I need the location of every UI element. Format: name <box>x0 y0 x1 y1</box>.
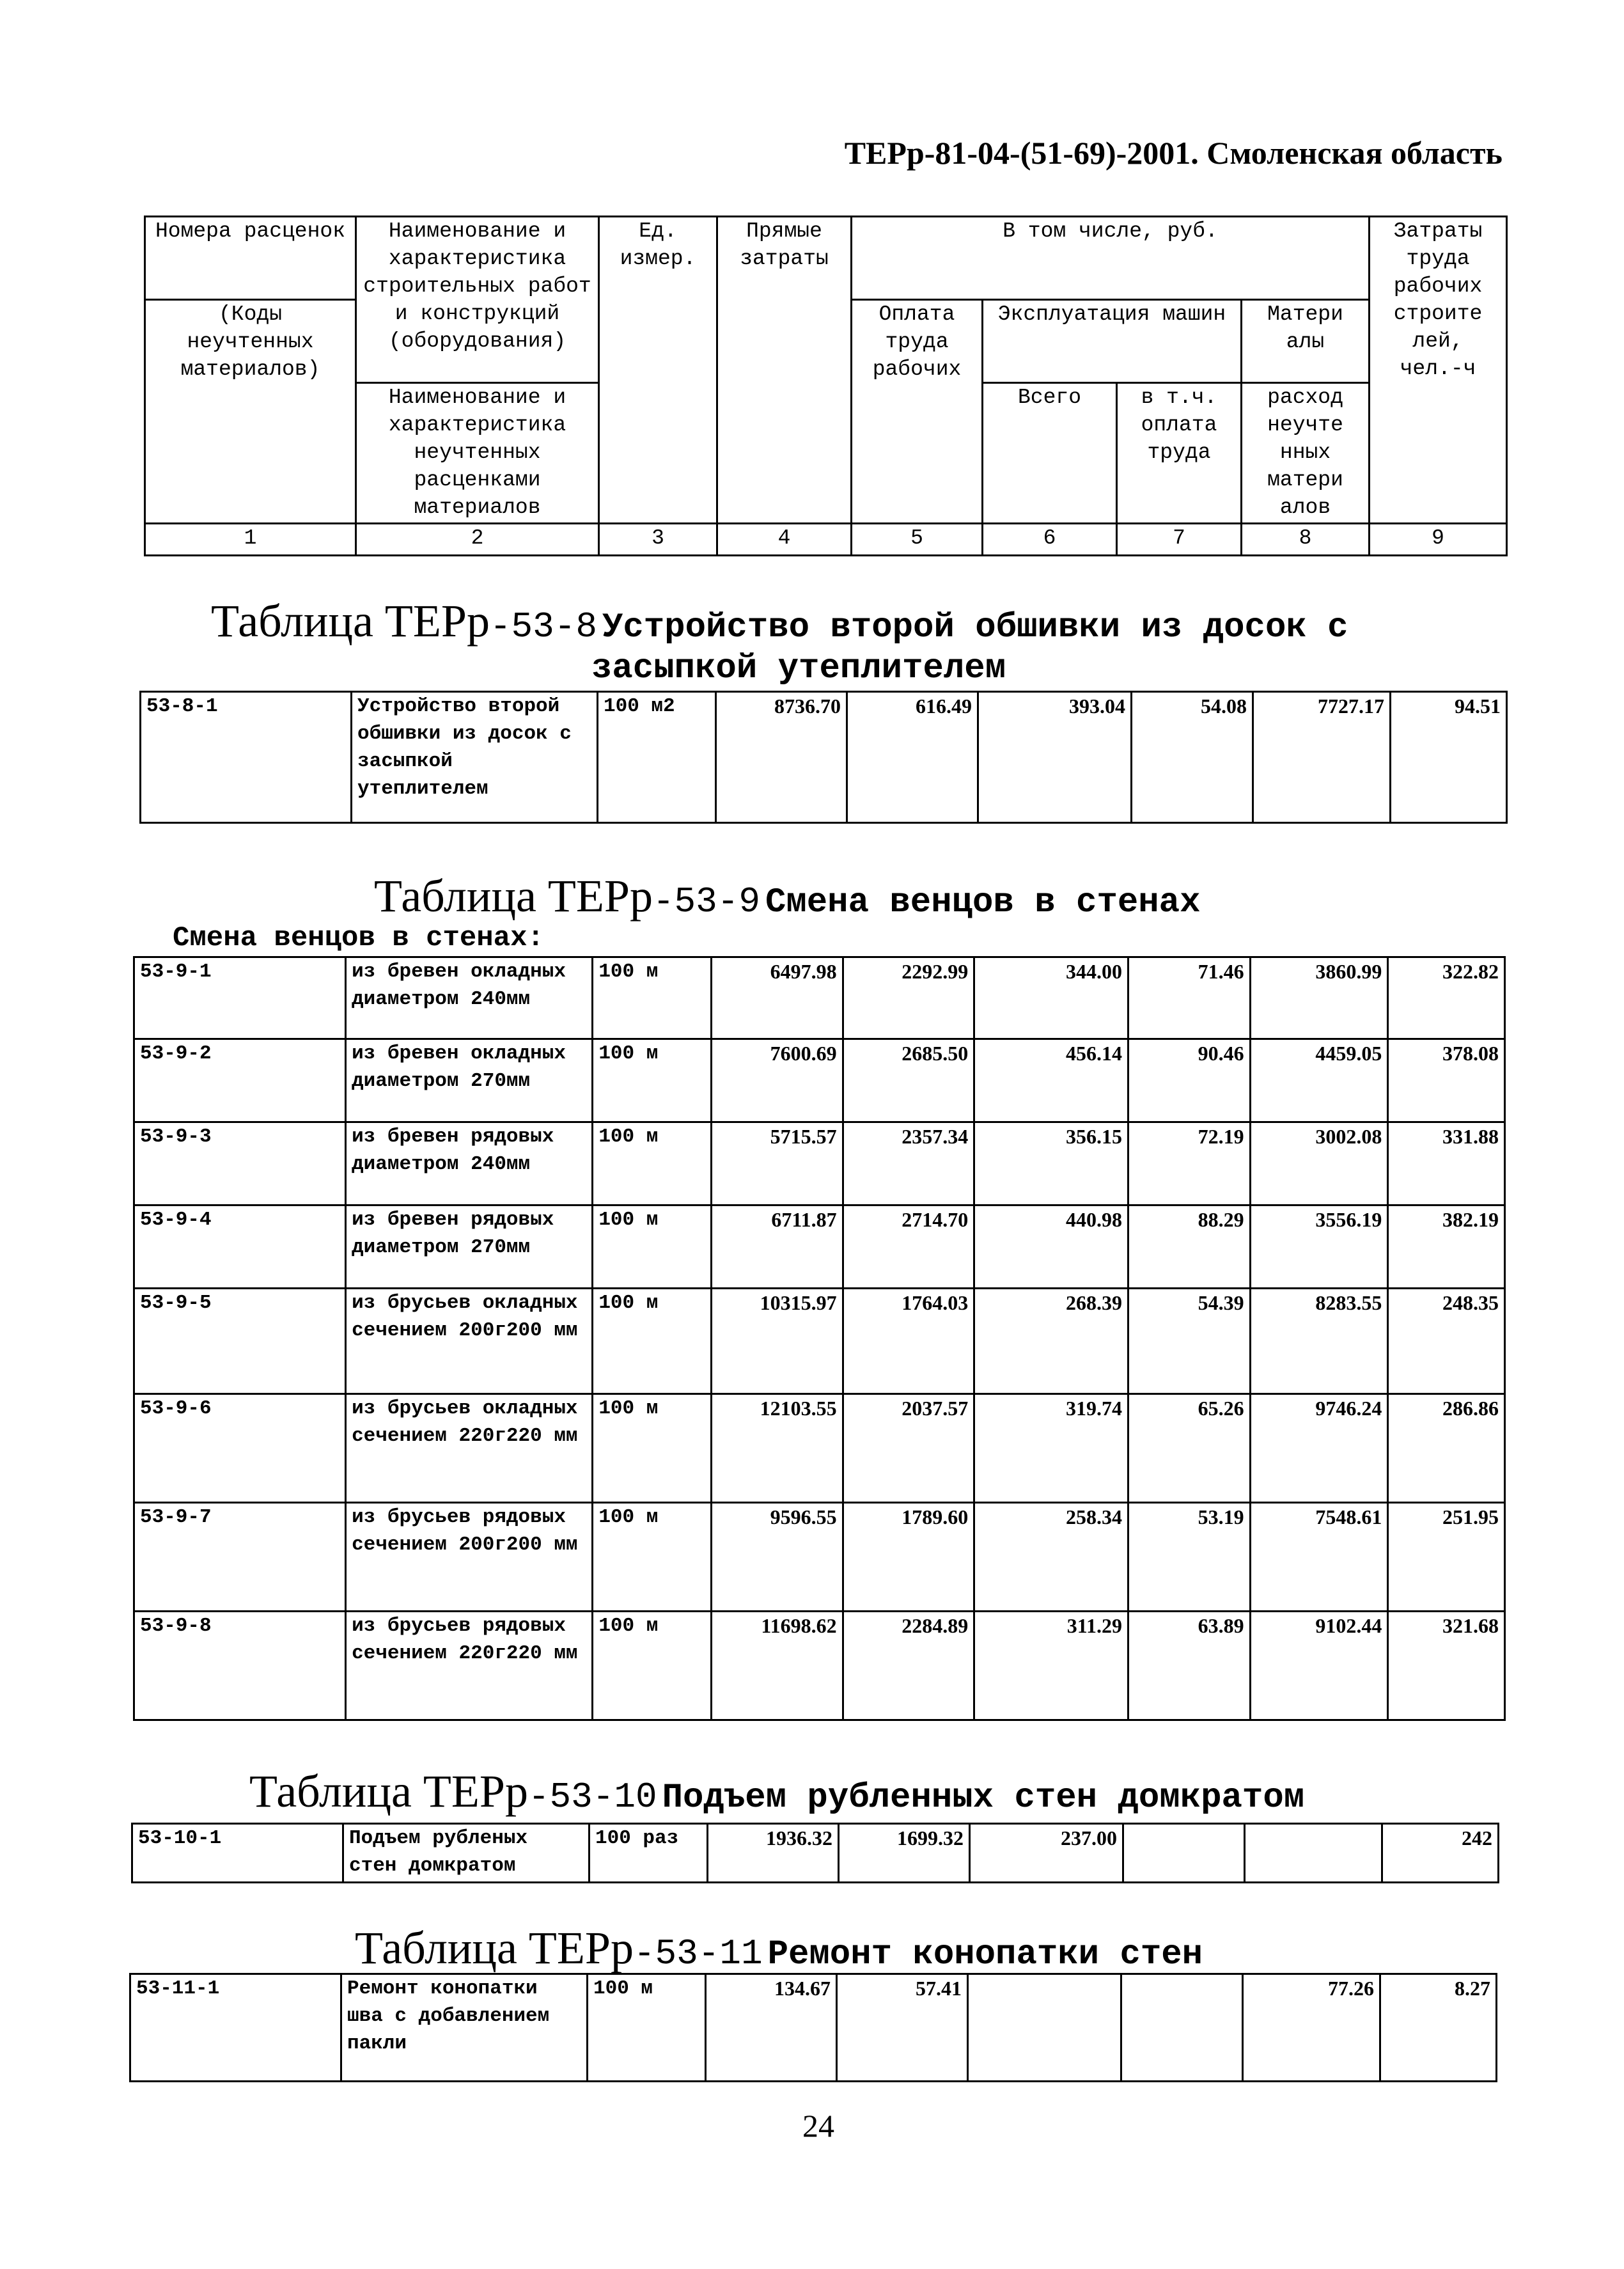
wages: 2685.50 <box>843 1039 974 1122</box>
rate-code: 53-10-1 <box>132 1824 343 1883</box>
wages: 2292.99 <box>843 957 974 1039</box>
machines-wages: 72.19 <box>1128 1122 1251 1205</box>
header-col-number: 2 <box>356 524 599 556</box>
work-name: из бревен рядовых диаметром 240мм <box>346 1122 593 1205</box>
wages: 2714.70 <box>843 1205 974 1289</box>
machines-total <box>968 1974 1121 2082</box>
machines-total: 456.14 <box>974 1039 1128 1122</box>
wages: 2357.34 <box>843 1122 974 1205</box>
work-name: из брусьев рядовых сечением 200г200 мм <box>346 1503 593 1612</box>
table-title-53-8 <box>211 595 1348 648</box>
rate-code: 53-9-1 <box>134 957 346 1039</box>
labor-cost: 248.35 <box>1388 1289 1505 1394</box>
table-title-53-10 <box>249 1765 1304 1818</box>
work-name: из бревен окладных диаметром 240мм <box>346 957 593 1039</box>
machines-wages <box>1123 1824 1245 1883</box>
materials: 77.26 <box>1243 1974 1380 2082</box>
labor-cost: 251.95 <box>1388 1503 1505 1612</box>
table-row <box>134 1289 1505 1394</box>
table-title-53-11 <box>355 1922 1203 1975</box>
direct-cost: 10315.97 <box>711 1289 843 1394</box>
rate-code: 53-9-7 <box>134 1503 346 1612</box>
machines-wages: 54.39 <box>1128 1289 1251 1394</box>
machines-total: 440.98 <box>974 1205 1128 1289</box>
header-wages: Оплата труда рабочих <box>852 300 983 524</box>
labor-cost: 378.08 <box>1388 1039 1505 1122</box>
table-title-desc: Подъем рубленных стен домкратом <box>662 1778 1305 1818</box>
header-materials-unaccounted: расход неучте нных матери алов <box>1242 383 1370 524</box>
table-title-code: -53-9 <box>652 881 760 922</box>
unit: 100 м <box>593 1122 712 1205</box>
header-col-number: 7 <box>1117 524 1242 556</box>
unit: 100 м2 <box>598 692 716 823</box>
machines-wages: 65.26 <box>1128 1394 1251 1503</box>
header-col-number: 3 <box>599 524 717 556</box>
table-row <box>134 1039 1505 1122</box>
wages: 2037.57 <box>843 1394 974 1503</box>
unit: 100 м <box>593 1503 712 1612</box>
table-title-code: -53-8 <box>489 606 597 647</box>
materials: 7727.17 <box>1253 692 1391 823</box>
materials: 4459.05 <box>1250 1039 1388 1122</box>
rates-table-53-10 <box>131 1823 1499 1883</box>
table-title-desc: Устройство второй обшивки из досок с <box>602 608 1348 647</box>
header-including: В том числе, руб. <box>852 217 1370 300</box>
machines-total: 258.34 <box>974 1503 1128 1612</box>
table-title-desc-line2: засыпкой утеплителем <box>591 649 1006 688</box>
wages: 1699.32 <box>839 1824 970 1883</box>
table-title-desc: Смена венцов в стенах <box>765 883 1201 922</box>
header-col-number: 9 <box>1370 524 1507 556</box>
labor-cost: 94.51 <box>1391 692 1507 823</box>
machines-wages <box>1121 1974 1243 2082</box>
rate-code: 53-9-3 <box>134 1122 346 1205</box>
materials <box>1245 1824 1382 1883</box>
direct-cost: 12103.55 <box>711 1394 843 1503</box>
labor-cost: 331.88 <box>1388 1122 1505 1205</box>
direct-cost: 8736.70 <box>716 692 847 823</box>
wages: 1789.60 <box>843 1503 974 1612</box>
header-machines-wages: в т.ч. оплата труда <box>1117 383 1242 524</box>
rates-table-53-9 <box>133 956 1506 1721</box>
header-col2-top: Наименование и характеристика строительных работ и конструкций (оборудования) <box>356 217 599 383</box>
unit: 100 м <box>593 1612 712 1720</box>
header-machines: Эксплуатация машин <box>983 300 1242 383</box>
labor-cost: 321.68 <box>1388 1612 1505 1720</box>
unit: 100 м <box>593 957 712 1039</box>
header-col3: Ед. измер. <box>599 217 717 524</box>
direct-cost: 5715.57 <box>711 1122 843 1205</box>
table-row <box>134 1122 1505 1205</box>
work-name: из брусьев окладных сечением 220г220 мм <box>346 1394 593 1503</box>
wages: 57.41 <box>837 1974 968 2082</box>
table-title-prefix: Таблица ТЕРр <box>211 595 490 647</box>
rate-code: 53-9-6 <box>134 1394 346 1503</box>
rate-code: 53-9-2 <box>134 1039 346 1122</box>
labor-cost: 286.86 <box>1388 1394 1505 1503</box>
header-col1-bottom: (Коды неучтенных материалов) <box>145 300 356 524</box>
materials: 9746.24 <box>1250 1394 1388 1503</box>
machines-total: 237.00 <box>970 1824 1123 1883</box>
header-col-number: 6 <box>983 524 1117 556</box>
labor-cost: 382.19 <box>1388 1205 1505 1289</box>
machines-wages: 54.08 <box>1132 692 1253 823</box>
unit: 100 м <box>593 1394 712 1503</box>
materials: 7548.61 <box>1250 1503 1388 1612</box>
machines-wages: 53.19 <box>1128 1503 1251 1612</box>
materials: 8283.55 <box>1250 1289 1388 1394</box>
labor-cost: 8.27 <box>1380 1974 1497 2082</box>
machines-wages: 90.46 <box>1128 1039 1251 1122</box>
machines-wages: 88.29 <box>1128 1205 1251 1289</box>
table-row <box>134 1503 1505 1612</box>
work-name: Ремонт конопатки шва с добавлением пакли <box>341 1974 588 2082</box>
direct-cost: 6497.98 <box>711 957 843 1039</box>
work-name: Устройство второй обшивки из досок с засыпкой утеплителем <box>352 692 598 823</box>
table-row <box>132 1824 1499 1883</box>
work-name: из бревен рядовых диаметром 270мм <box>346 1205 593 1289</box>
machines-total: 393.04 <box>978 692 1132 823</box>
materials: 3860.99 <box>1250 957 1388 1039</box>
rates-table-53-11 <box>129 1973 1497 2082</box>
machines-wages: 71.46 <box>1128 957 1251 1039</box>
machines-wages: 63.89 <box>1128 1612 1251 1720</box>
header-table <box>144 216 1508 556</box>
wages: 616.49 <box>847 692 978 823</box>
labor-cost: 242 <box>1382 1824 1499 1883</box>
rate-code: 53-9-4 <box>134 1205 346 1289</box>
rates-table-53-8 <box>139 691 1508 824</box>
materials: 9102.44 <box>1250 1612 1388 1720</box>
table-title-prefix: Таблица ТЕРр <box>355 1922 634 1974</box>
header-col-number: 5 <box>852 524 983 556</box>
table-title-code: -53-10 <box>527 1777 657 1818</box>
materials: 3556.19 <box>1250 1205 1388 1289</box>
work-name: из брусьев окладных сечением 200г200 мм <box>346 1289 593 1394</box>
table-title-code: -53-11 <box>633 1933 763 1974</box>
direct-cost: 6711.87 <box>711 1205 843 1289</box>
rate-code: 53-9-8 <box>134 1612 346 1720</box>
header-materials: Матери алы <box>1242 300 1370 383</box>
rate-code: 53-8-1 <box>141 692 352 823</box>
header-labor: Затраты труда рабочих строите лей, чел.-ч <box>1370 217 1507 524</box>
machines-total: 319.74 <box>974 1394 1128 1503</box>
page-number: 24 <box>802 2108 834 2144</box>
header-machines-total: Всего <box>983 383 1117 524</box>
direct-cost: 134.67 <box>706 1974 837 2082</box>
table-row <box>134 1205 1505 1289</box>
direct-cost: 11698.62 <box>711 1612 843 1720</box>
machines-total: 268.39 <box>974 1289 1128 1394</box>
table-row <box>134 957 1505 1039</box>
unit: 100 м <box>593 1289 712 1394</box>
header-col-number: 8 <box>1242 524 1370 556</box>
table-row <box>134 1612 1505 1720</box>
table-title-desc: Ремонт конопатки стен <box>767 1935 1203 1974</box>
work-name: из бревен окладных диаметром 270мм <box>346 1039 593 1122</box>
table-row <box>141 692 1507 823</box>
unit: 100 м <box>593 1205 712 1289</box>
header-col4: Прямые затраты <box>717 217 852 524</box>
materials: 3002.08 <box>1250 1122 1388 1205</box>
unit: 100 раз <box>589 1824 708 1883</box>
labor-cost: 322.82 <box>1388 957 1505 1039</box>
header-col1-top: Номера расценок <box>145 217 356 300</box>
direct-cost: 1936.32 <box>708 1824 839 1883</box>
machines-total: 356.15 <box>974 1122 1128 1205</box>
table-title-prefix: Таблица ТЕРр <box>374 870 653 922</box>
table-title-prefix: Таблица ТЕРр <box>249 1766 528 1817</box>
machines-total: 311.29 <box>974 1612 1128 1720</box>
table-row <box>134 1394 1505 1503</box>
direct-cost: 9596.55 <box>711 1503 843 1612</box>
wages: 1764.03 <box>843 1289 974 1394</box>
table-subtitle: Смена венцов в стенах: <box>173 922 544 954</box>
rate-code: 53-9-5 <box>134 1289 346 1394</box>
header-col-number: 1 <box>145 524 356 556</box>
header-col2-bottom: Наименование и характеристика неучтенных расценками материалов <box>356 383 599 524</box>
work-name: Подъем рубленых стен домкратом <box>343 1824 589 1883</box>
unit: 100 м <box>588 1974 706 2082</box>
table-title-53-9 <box>374 870 1200 923</box>
machines-total: 344.00 <box>974 957 1128 1039</box>
unit: 100 м <box>593 1039 712 1122</box>
work-name: из брусьев рядовых сечением 220г220 мм <box>346 1612 593 1720</box>
table-row <box>130 1974 1497 2082</box>
rate-code: 53-11-1 <box>130 1974 341 2082</box>
document-header: ТЕРр-81-04-(51-69)-2001. Смоленская область <box>844 135 1503 171</box>
wages: 2284.89 <box>843 1612 974 1720</box>
header-col-number: 4 <box>717 524 852 556</box>
direct-cost: 7600.69 <box>711 1039 843 1122</box>
